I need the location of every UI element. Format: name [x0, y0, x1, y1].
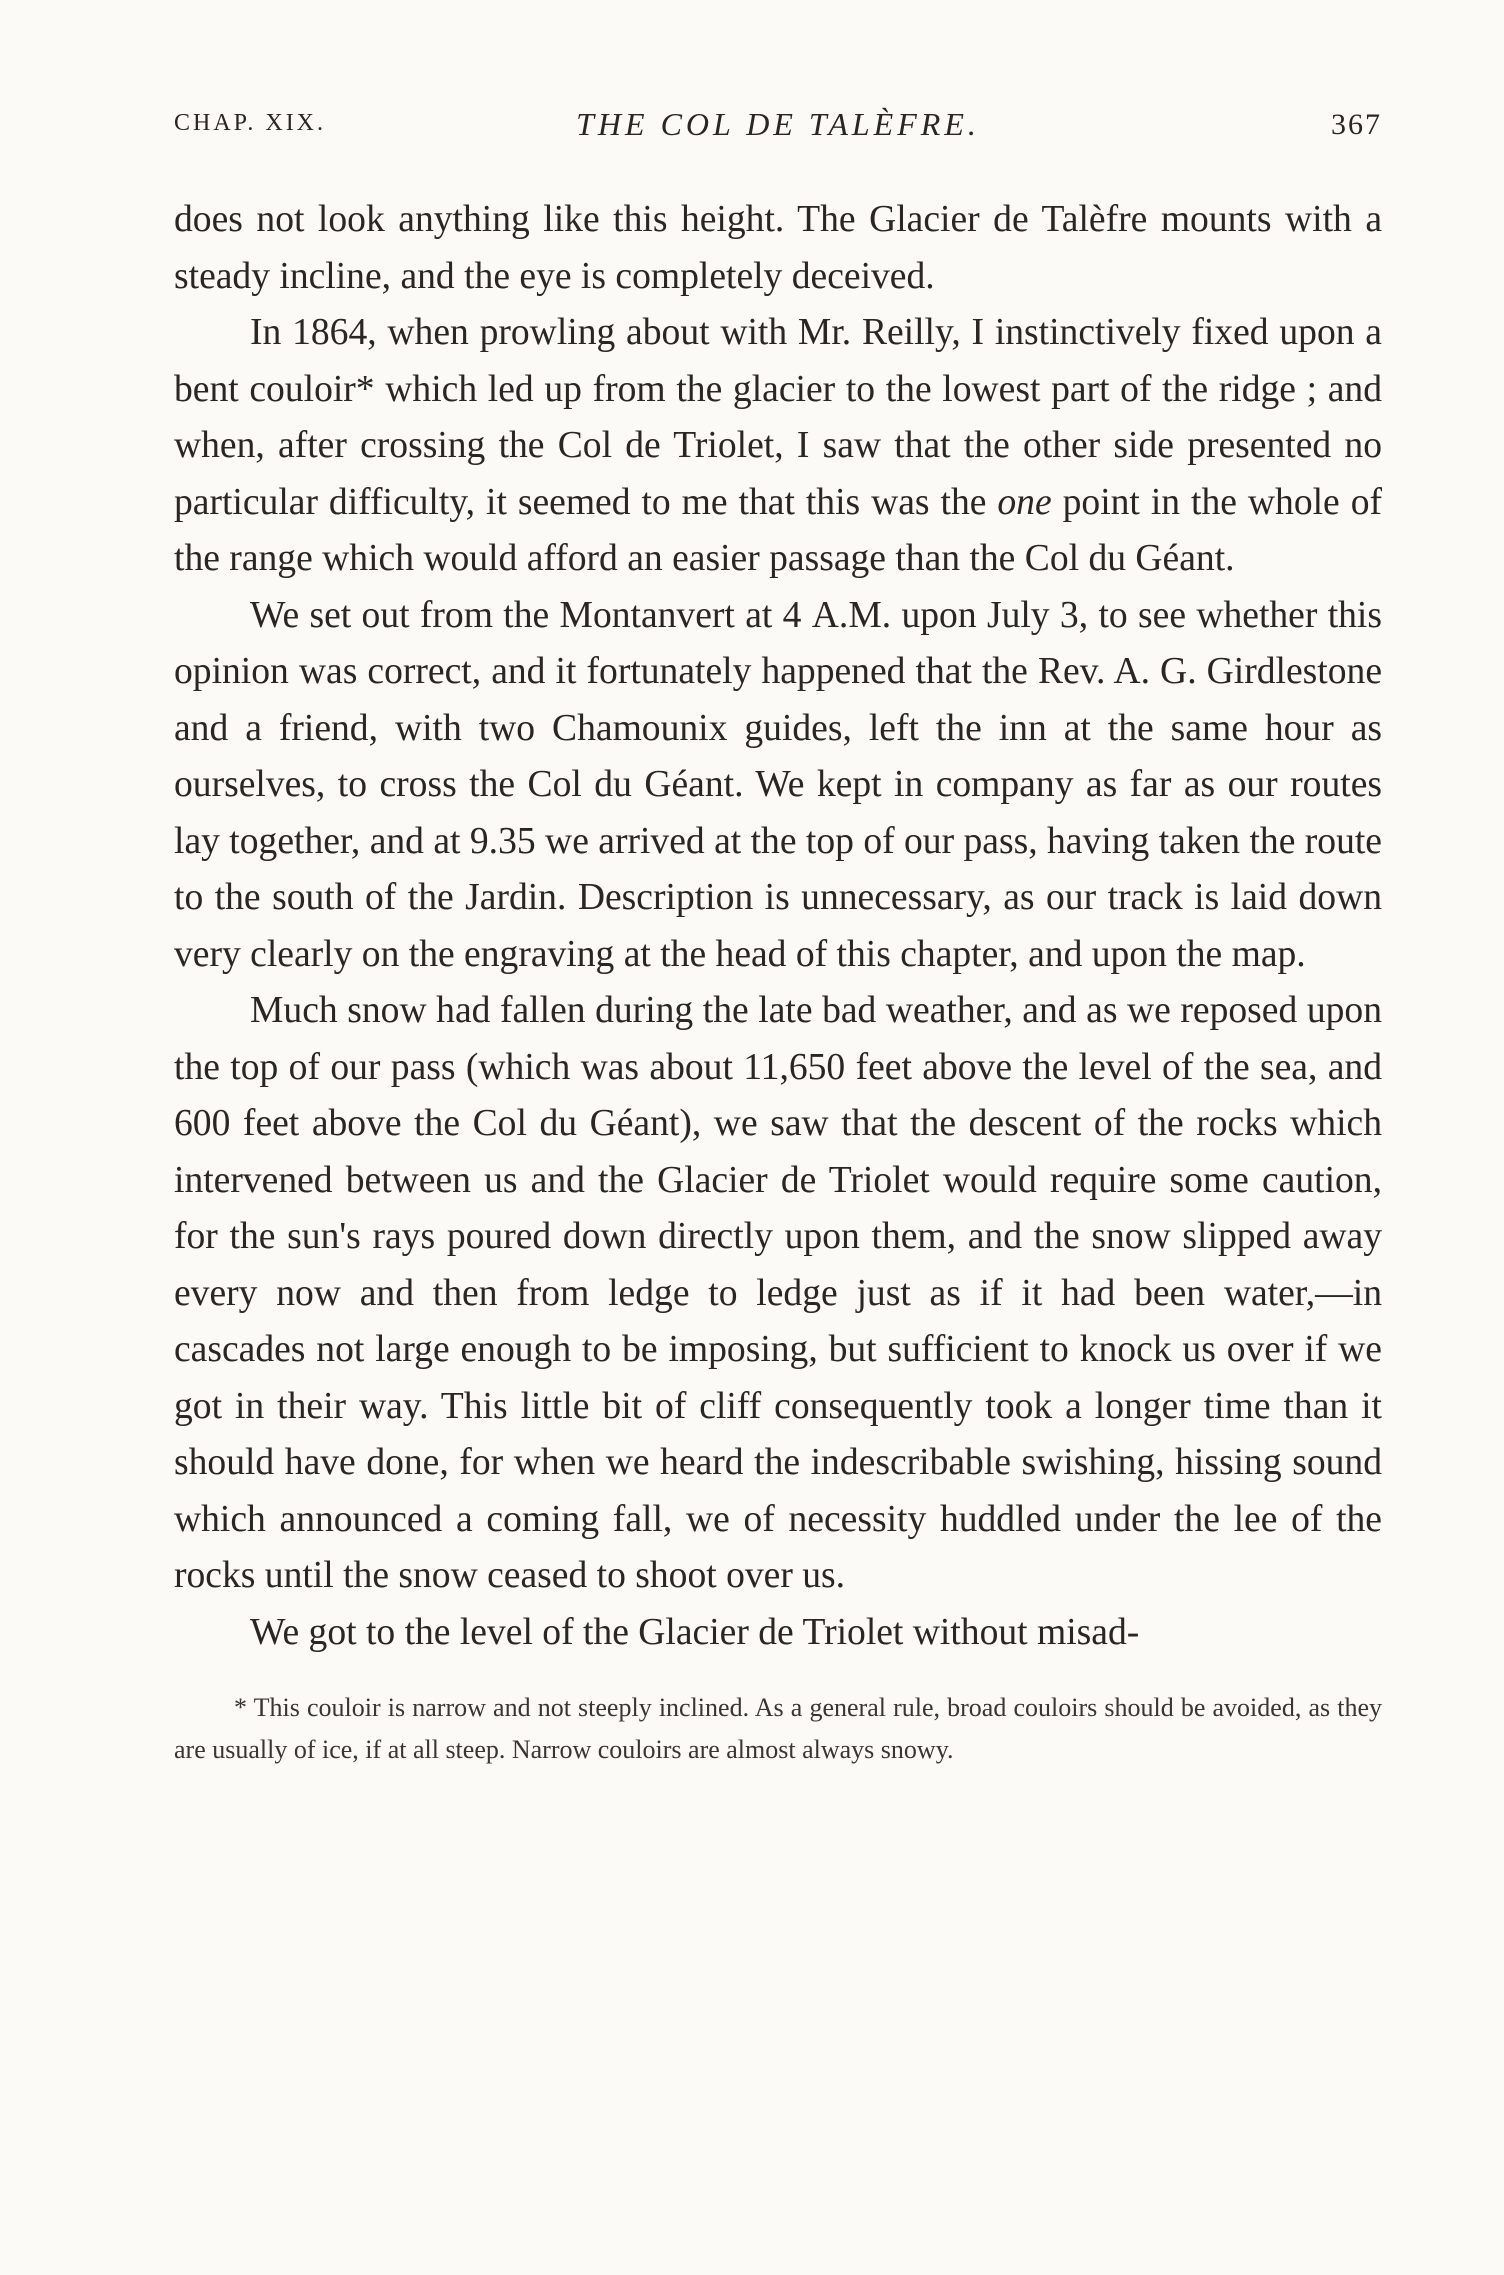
paragraph-2-emphasis: one	[997, 481, 1052, 523]
paragraph-2-text-a: In 1864, when prowling about with Mr. Reilly, I instinctively fixed upon a bent couloir* which led up from the glacier to the lowest part of the ridge ; and when, after crossing the Col de Triolet, I saw that the other side presented no particular difficulty, it seemed to me that this was the	[174, 312, 1382, 523]
chapter-label: CHAP. XIX.	[174, 110, 327, 136]
page-number: 367	[1331, 108, 1382, 141]
book-page	[174, 100, 1382, 1771]
paragraph-3-text-b: upon July 3, to see whether this opinion was correct, and it fortunately happened that the Rev. A. G. Girdlestone and a friend, with two Chamounix guides, left the inn at the same hour as ourselves, to cross the Col du Géant. We kept in company as far as our routes lay together, and at 9.35 we arrived at the top of our pass, having taken the route to the south of the Jardin. Description is unnecessary, as our track is laid down very clearly on the engraving at the head of this chapter, and upon the map.	[174, 594, 1382, 975]
paragraph-2-text-b: point in the whole of the range which would afford an easier passage than the Col du Géant.	[174, 481, 1382, 579]
body-text	[174, 192, 1382, 1661]
paragraph-2	[174, 305, 1382, 588]
paragraph-3	[174, 588, 1382, 984]
running-header	[174, 100, 1382, 160]
paragraph-1: does not look anything like this height. The Glacier de Talèfre mounts with a steady incline, and the eye is completely deceived.	[174, 199, 1382, 297]
footnote-text: * This couloir is narrow and not steeply inclined. As a general rule, broad couloirs should be avoided, as they are usually of ice, if at all steep. Narrow couloirs are almost always snowy.	[174, 1693, 1382, 1764]
paragraph-3-time: A.M.	[811, 594, 892, 636]
paragraph-5: We got to the level of the Glacier de Triolet without misad-	[250, 1611, 1140, 1653]
paragraph-4: Much snow had fallen during the late bad weather, and as we reposed upon the top of our pass (which was about 11,650 feet above the level of the sea, and 600 feet above the Col du Géant), we saw that the descent of the rocks which intervened between us and the Glacier de Triolet would require some caution, for the sun's rays poured down directly upon them, and the snow slipped away every now and then from ledge to ledge just as if it had been water,—in cascades not large enough to be imposing, but sufficient to knock us over if we got in their way. This little bit of cliff consequently took a longer time than it should have done, for when we heard the indescribable swishing, hissing sound which announced a coming fall, we of necessity huddled under the lee of the rocks until the snow ceased to shoot over us.	[174, 990, 1382, 1596]
running-title: THE COL DE TALÈFRE.	[576, 106, 980, 142]
paragraph-3-text-a: We set out from the Montanvert at 4	[250, 594, 812, 636]
footnote	[174, 1687, 1382, 1771]
